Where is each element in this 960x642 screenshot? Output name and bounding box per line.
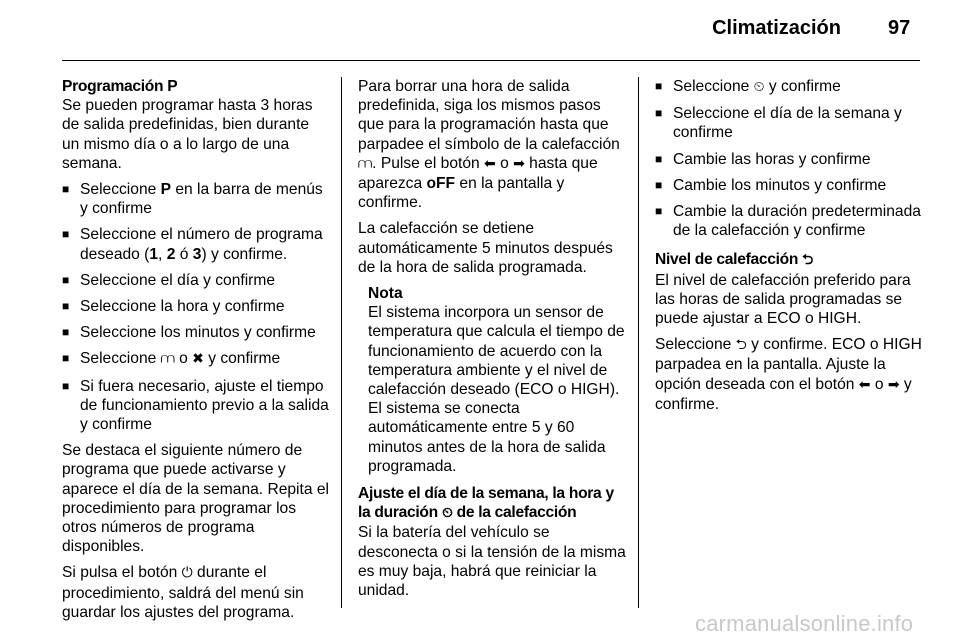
paragraph: El nivel de calefacción preferido para las horas de salida programadas se puede ajustar a ECO o HIGH.	[655, 271, 911, 328]
list-item: ■ Cambie los minutos y confirme	[655, 176, 923, 195]
note-box	[368, 284, 626, 476]
paragraph: Para borrar una hora de salida predefinida, siga los mismos pasos que para la programación hasta que parpadee el símbolo de la calefacción ⩋. Pulse el botón ⬅ o ➡ hasta que aparezca oFF en la pantalla y confirme.	[358, 78, 620, 212]
heater-icon: ⩋	[358, 155, 373, 172]
paragraph: Si pulsa el botón ⏻ durante el procedimiento, saldrá del menú sin guardar los ajustes del programa.	[62, 564, 304, 621]
list-item: ■ Seleccione ⏲ y confirme	[655, 77, 923, 97]
watermark: carmanualsonline.info	[695, 611, 914, 636]
list-item: ■ Seleccione los minutos y confirme	[62, 323, 330, 342]
column-divider	[341, 77, 342, 608]
heater-icon: ⩋	[160, 351, 175, 368]
column-2	[358, 77, 626, 607]
arrow-right-icon: ➡	[513, 155, 525, 172]
section-heading-nivel: Nivel de calefacción ⮌	[655, 251, 814, 269]
step-list	[655, 77, 923, 240]
arrow-left-icon: ⬅	[858, 376, 871, 393]
paragraph: Si la batería del vehículo se desconecta o si la tensión de la misma es muy baja, habrá que reiniciar la unidad.	[358, 524, 626, 600]
paragraph: Se destaca el siguiente número de programa que puede activarse y aparece el día de la semana. Repita el procedimiento para programar los otros números de programa disponibles.	[62, 442, 329, 556]
list-item: ■ Seleccione el día y confirme	[62, 271, 330, 290]
page-title: Climatización	[712, 17, 841, 39]
page-number: 97	[888, 17, 911, 39]
column-3	[655, 77, 923, 421]
power-icon: ⏻	[181, 565, 193, 582]
list-item: ■ Cambie las horas y confirme	[655, 150, 923, 169]
column-divider	[638, 77, 639, 608]
list-item: ■ Seleccione ⩋ o ✖ y confirme	[62, 349, 330, 369]
list-item: ■ Cambie la duración predeterminada de la calefacción y confirme	[655, 202, 923, 240]
section-heading-programacion: Programación P	[62, 78, 178, 95]
fan-icon: ✖	[192, 351, 204, 368]
step-list	[62, 180, 330, 434]
header-divider	[62, 60, 920, 61]
level-icon: ⮌	[802, 252, 814, 269]
paragraph: Seleccione ⮌ y confirme. ECO o HIGH parpadea en la pantalla. Ajuste la opción deseada con el botón ⬅ o ➡ y confirme.	[655, 336, 922, 413]
list-item: ■ Seleccione el número de programa deseado (1, 2 ó 3) y confirme.	[62, 225, 330, 263]
note-title: Nota	[368, 285, 403, 303]
level-icon: ⮌	[735, 337, 747, 354]
list-item: ■ Seleccione la hora y confirme	[62, 297, 330, 316]
column-1	[62, 77, 330, 629]
paragraph: Se pueden programar hasta 3 horas de salida predefinidas, bien durante un mismo día o a lo largo de una semana.	[62, 97, 313, 172]
list-item: ■ Si fuera necesario, ajuste el tiempo de funcionamiento previo a la salida y confirme	[62, 377, 330, 435]
list-item: ■ Seleccione el día de la semana y confirme	[655, 104, 923, 142]
arrow-right-icon: ➡	[887, 376, 900, 393]
list-item: ■ Seleccione P en la barra de menús y confirme	[62, 180, 330, 218]
paragraph: La calefacción se detiene automáticamente 5 minutos después de la hora de salida programada.	[358, 220, 613, 276]
arrow-left-icon: ⬅	[484, 155, 496, 172]
clock-icon: ⏲	[753, 79, 765, 95]
section-heading-ajuste: Ajuste el día de la semana, la hora y la duración ⏲ de la calefacción	[358, 485, 614, 522]
clock-icon: ⏲	[441, 505, 453, 522]
note-text: El sistema incorpora un sensor de temperatura que calcula el tiempo de funcionamiento de acuerdo con la temperatura ambiente y el nivel de calefacción deseado (ECO o HIGH). El sistema se conecta automáticamente entre 5 y 60 minutos antes de la hora de salida programada.	[368, 304, 625, 475]
